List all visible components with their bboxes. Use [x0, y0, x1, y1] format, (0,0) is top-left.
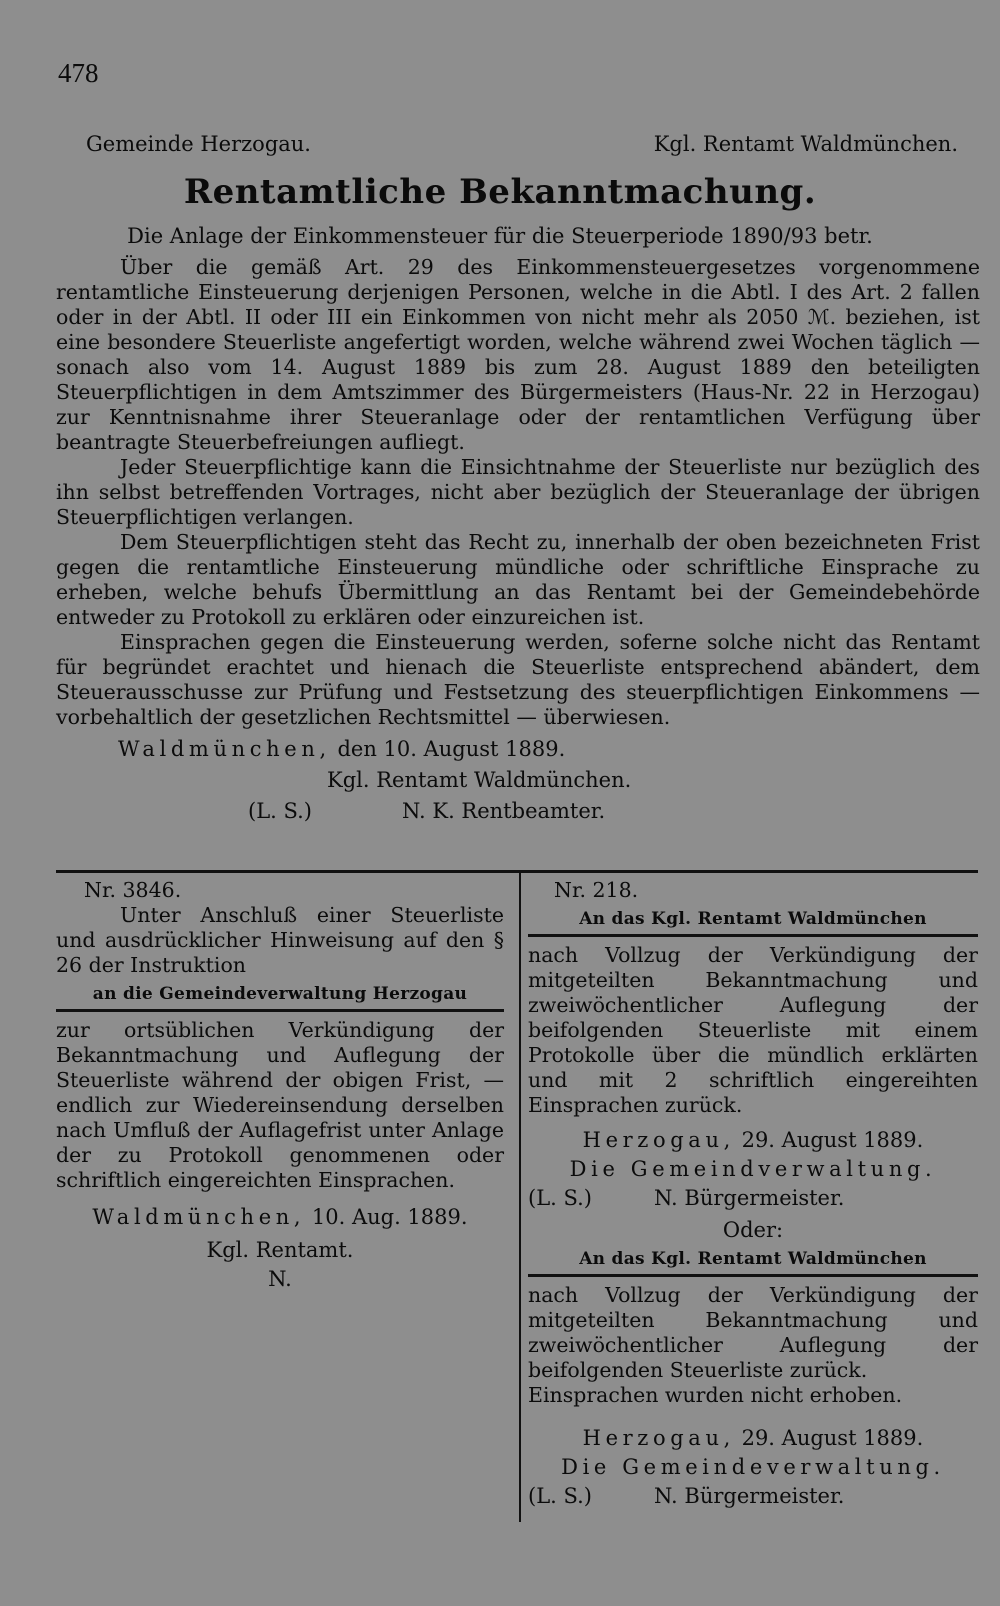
left-date: 10. Aug. 1889.: [311, 1205, 468, 1229]
left-office: Kgl. Rentamt.: [206, 1238, 354, 1262]
document-number: Nr. 218.: [554, 878, 639, 902]
signature-seal: (L. S.): [248, 799, 312, 823]
right-seal-2: (L. S.): [528, 1484, 592, 1508]
right-name-2: N. Bürgermeister.: [654, 1484, 845, 1508]
left-text: zur ortsüblichen Verkündigung der Bekanntmachung und Auflegung der Steuerliste während der obigen Frist, — endlich zur Wiedereinsendung derselben nach Umfluß der Auflagefrist unter Anlage der zu Protokoll genommenen oder schriftlich eingereichten Einsprachen.: [56, 1018, 504, 1192]
notice-subtitle: Die Anlage der Einkommensteuer für die Steuerperiode 1890/93 betr.: [127, 224, 873, 248]
signature-name: N. K. Rentbeamter.: [402, 799, 606, 823]
left-place: Waldmünchen,: [92, 1205, 306, 1229]
paragraph: Jeder Steuerpflichtige kann die Einsichtnahme der Steuerliste nur bezüglich des ihn selbst betreffenden Vortrages, nicht aber bezüglich der Steueranlage der übrigen Steuerpflichtigen verlangen.: [56, 455, 980, 529]
right-address-2: An das Kgl. Rentamt Waldmünchen: [528, 1247, 978, 1277]
right-office-1: Die Gemeindverwaltung.: [569, 1157, 937, 1181]
notice-title: Rentamtliche Bekanntmachung.: [183, 172, 817, 212]
right-column: [528, 878, 978, 1510]
right-name-1: N. Bürgermeister.: [654, 1186, 845, 1210]
signature-date: den 10. August 1889.: [337, 737, 566, 761]
right-place-date-2: [528, 1426, 978, 1451]
right-seal-1: (L. S.): [528, 1186, 592, 1210]
right-text-2: nach Vollzug der Verkündigung der mitgeteilten Bekanntmachung und zweiwöchentlicher Auflegung der beifolgenden Steuerliste zurück.: [528, 1283, 978, 1382]
left-intro: Unter Anschluß einer Steuerliste und ausdrücklicher Hinweisung auf den § 26 der Instruktion: [56, 903, 504, 977]
paragraph: Einsprachen gegen die Einsteuerung werden, soferne solche nicht das Rentamt für begründet erachtet und hienach die Steuerliste entsprechend abändert, dem Steuerausschusse zur Prüfung und Festsetzung des steuerpflichtigen Einkommens — vorbehaltlich der gesetzlichen Rechtsmittel — überwiesen.: [56, 630, 980, 729]
right-address-1: An das Kgl. Rentamt Waldmünchen: [528, 907, 978, 937]
right-text-2b: Einsprachen wurden nicht erhoben.: [528, 1383, 903, 1407]
paragraph: Über die gemäß Art. 29 des Einkommensteuergesetzes vorgenommene rentamtliche Einsteuerung derjenigen Personen, welche in die Abtl. I des Art. 2 fallen oder in der Abtl. II oder III ein Einkommen von nicht mehr als 2050 ℳ. beziehen, ist eine besondere Steuerliste angefertigt worden, welche während zwei Wochen täglich — sonach also vom 14. August 1889 bis zum 28. August 1889 den beteiligten Steuerpflichtigen in dem Amtszimmer des Bürgermeisters (Haus-Nr. 22 in Herzogau) zur Kenntnisnahme ihrer Steueranlage oder der rentamtlichen Verfügung über beantragte Steuerbefreiungen aufliegt.: [56, 255, 980, 454]
right-seal-line-1: [528, 1186, 978, 1212]
header-office: Kgl. Rentamt Waldmünchen.: [653, 132, 958, 156]
right-place-2: Herzogau,: [582, 1426, 735, 1450]
right-text-1: nach Vollzug der Verkündigung der mitgeteilten Bekanntmachung und zweiwöchentlicher Auflegung der beifolgenden Steuerliste mit einem Protokolle über die mündlich erklärten und mit 2 schriftlich eingereihten Einsprachen zurück.: [528, 943, 978, 1117]
document-number: Nr. 3846.: [84, 878, 182, 902]
paragraph: Dem Steuerpflichtigen steht das Recht zu, innerhalb der oben bezeichneten Frist gegen die rentamtliche Einsteuerung mündliche oder schriftliche Einsprache zu erheben, welche behufs Übermittlung an das Rentamt bei der Gemeindebehörde entweder zu Protokoll zu erklären oder einzureichen ist.: [56, 530, 980, 629]
left-place-date: [56, 1205, 504, 1230]
right-place-1: Herzogau,: [582, 1128, 735, 1152]
left-address: an die Gemeindeverwaltung Herzogau: [56, 982, 504, 1012]
signature-office: Kgl. Rentamt Waldmünchen.: [327, 768, 632, 792]
signature-place-date: [118, 737, 565, 761]
section-divider: [56, 870, 978, 873]
or-label: Oder:: [722, 1218, 784, 1242]
header-municipality: Gemeinde Herzogau.: [86, 132, 311, 156]
column-divider: [519, 872, 521, 1522]
right-date-2: 29. August 1889.: [741, 1426, 924, 1450]
right-seal-line-2: [528, 1484, 978, 1510]
right-office-2: Die Gemeindeverwaltung.: [561, 1455, 945, 1479]
right-place-date-1: [528, 1128, 978, 1153]
left-column: [56, 878, 504, 1292]
signature-place: Waldmünchen,: [118, 737, 331, 761]
right-date-1: 29. August 1889.: [741, 1128, 924, 1152]
notice-body: [56, 255, 980, 730]
page-number: 478: [58, 58, 99, 88]
left-name: N.: [268, 1267, 292, 1291]
